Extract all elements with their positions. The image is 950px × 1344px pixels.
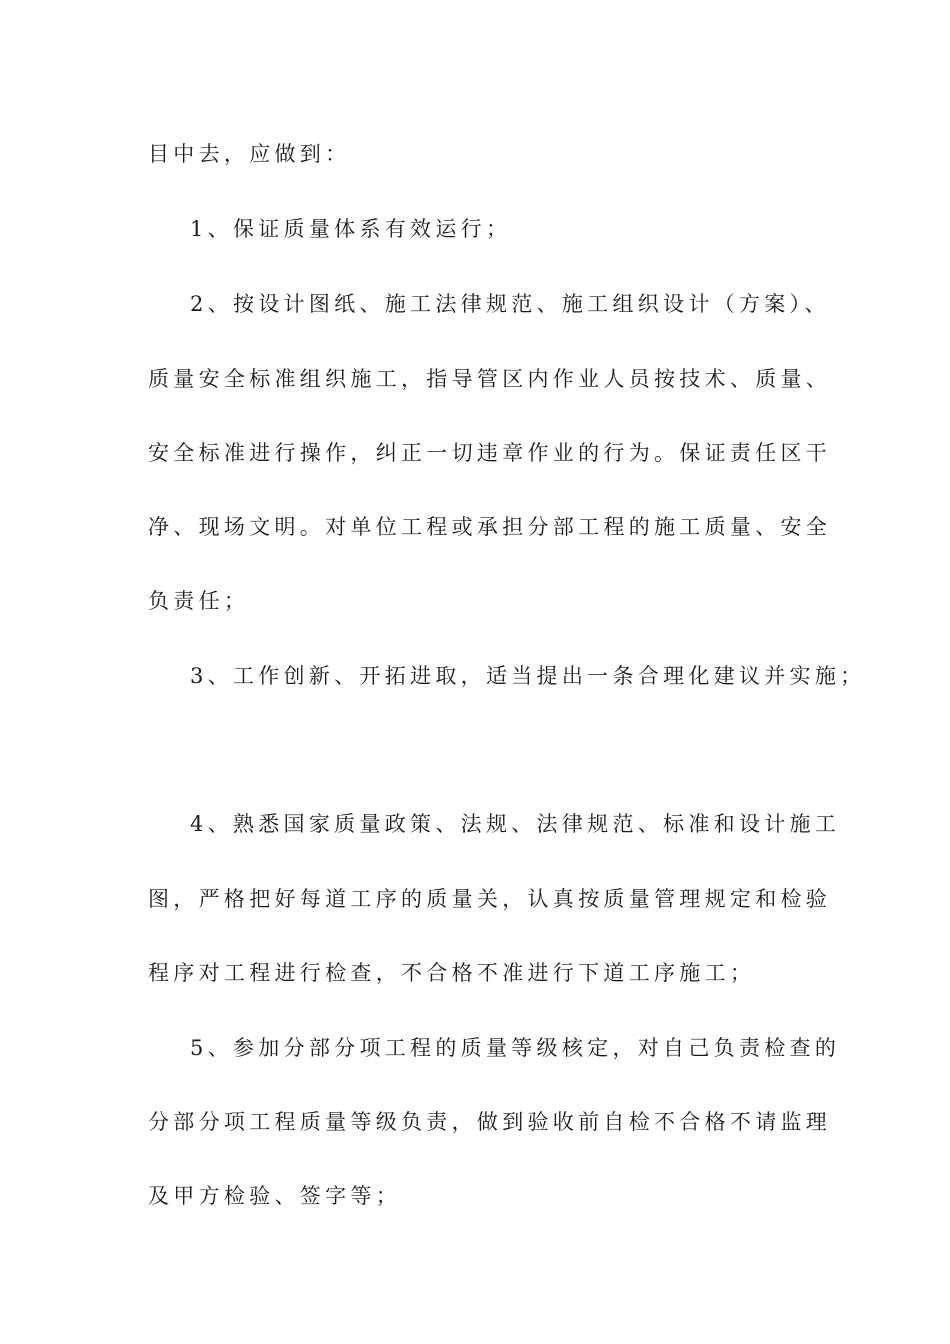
- text-line: 安全标准进行操作，纠正一切违章作业的行为。保证责任区干: [148, 441, 832, 465]
- text-line: 净、现场文明。对单位工程或承担分部工程的施工质量、安全: [148, 515, 832, 539]
- text-line: 分部分项工程质量等级负责，做到验收前自检不合格不请监理: [148, 1110, 832, 1134]
- list-item-2: 2、按设计图纸、施工法律规范、施工组织设计（方案）、: [190, 292, 830, 316]
- list-item-4: 4、熟悉国家质量政策、法规、法律规范、标准和设计施工: [190, 812, 841, 836]
- list-item-3: 3、工作创新、开拓进取，适当提出一条合理化建议并实施；: [190, 664, 866, 688]
- text-line: 程序对工程进行检查，不合格不准进行下道工序施工；: [148, 961, 756, 985]
- text-line: 目中去，应做到：: [148, 142, 351, 166]
- list-item-5: 5、参加分部分项工程的质量等级核定，对自己负责检查的: [190, 1036, 841, 1060]
- text-line: 质量安全标准组织施工，指导管区内作业人员按技术、质量、: [148, 367, 832, 391]
- text-line: 及甲方检验、签字等；: [148, 1184, 401, 1208]
- text-line: 负责任；: [148, 589, 250, 613]
- list-item-1: 1、保证质量体系有效运行；: [190, 217, 512, 241]
- text-line: 图，严格把好每道工序的质量关，认真按质量管理规定和检验: [148, 887, 832, 911]
